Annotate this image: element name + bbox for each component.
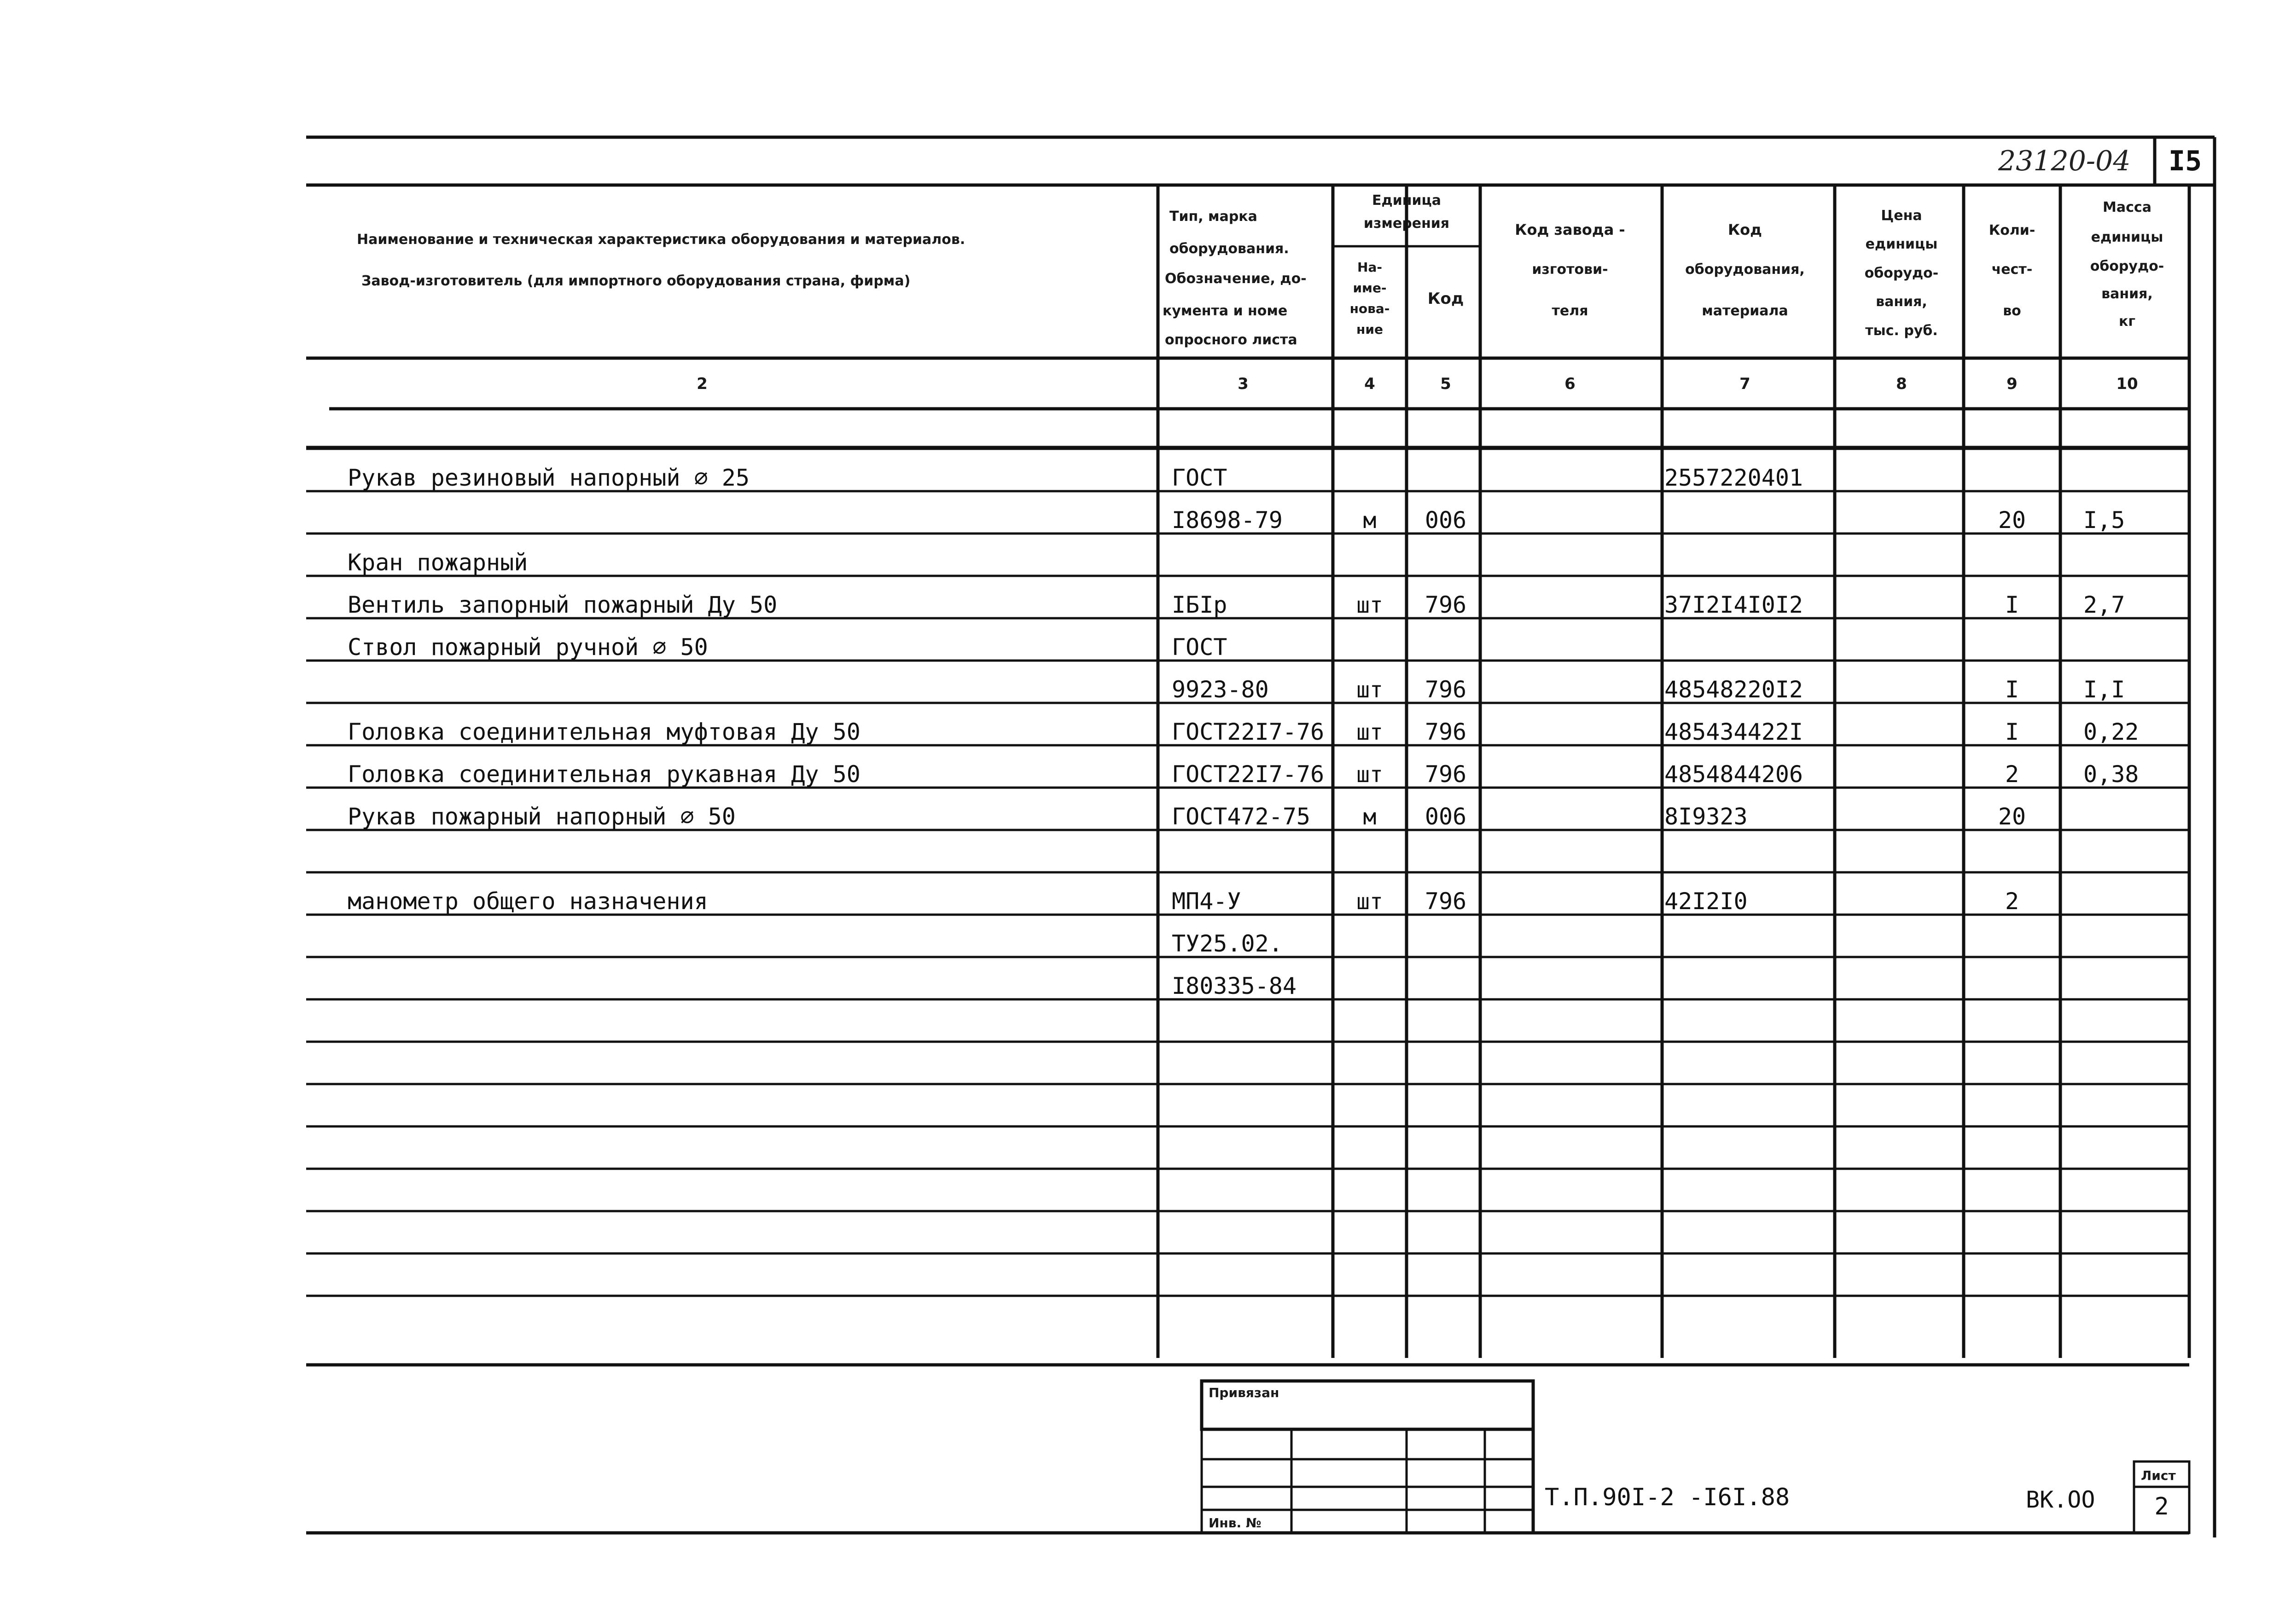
cell-code: 485434422I — [1664, 719, 1803, 745]
cell-code: 48548220I2 — [1664, 676, 1803, 703]
table-row — [348, 549, 528, 576]
table-row — [1172, 973, 1297, 999]
header-col4-line: нова- — [1349, 301, 1390, 316]
column-number: 8 — [1896, 375, 1907, 393]
column-number: 5 — [1440, 375, 1451, 393]
cell-mass: 0,38 — [2083, 761, 2139, 788]
cell-type: ГОСТ472-75 — [1172, 803, 1311, 830]
header-col6-line: изготови- — [1532, 261, 1608, 278]
table-row — [348, 592, 2125, 618]
cell-qty: 2 — [2005, 888, 2019, 915]
header-col3-line: опросного листа — [1165, 332, 1297, 348]
header-col8-line: тыс. руб. — [1865, 323, 1938, 339]
cell-qty: I — [2005, 676, 2019, 703]
header-col4-line: ние — [1356, 322, 1383, 337]
document-code: Т.П.90I-2 -I6I.88 — [1545, 1484, 1790, 1511]
cell-unit: шт — [1356, 889, 1383, 915]
cell-unit: шт — [1356, 592, 1383, 618]
stamp-inv: Инв. № — [1209, 1515, 1262, 1531]
cell-code: 37I2I4I0I2 — [1664, 592, 1803, 618]
cell-type: ГОСТ — [1172, 464, 1227, 491]
sheet-mark: ВК.ОО — [2026, 1486, 2095, 1513]
list-number: 2 — [2154, 1493, 2169, 1520]
column-number: 7 — [1739, 375, 1750, 393]
cell-unit: шт — [1356, 762, 1383, 788]
cell-name: Головка соединительная рукавная Ду 50 — [348, 761, 861, 788]
column-number: 10 — [2116, 375, 2138, 393]
column-number: 2 — [697, 375, 708, 393]
cell-type: 9923-80 — [1172, 676, 1269, 703]
table-row — [348, 719, 2139, 745]
header-col6-line: теля — [1552, 303, 1588, 319]
cell-qty: 2 — [2005, 761, 2019, 788]
cell-name: Рукав пожарный напорный ∅ 50 — [348, 803, 736, 830]
table-row — [348, 888, 2019, 915]
column-number-row — [697, 375, 2138, 393]
header-col9-line: во — [2003, 303, 2021, 319]
header-unit-group: Единица — [1372, 192, 1441, 209]
header-col5: Код — [1427, 290, 1464, 308]
header-col2-line2: Завод-изготовитель (для импортного оборудования страна, фирма) — [361, 273, 911, 289]
header-col4-line: На- — [1357, 260, 1382, 275]
cell-ucode: 796 — [1425, 676, 1467, 703]
cell-name: Кран пожарный — [348, 549, 528, 576]
table-row — [348, 761, 2139, 788]
header-col10-line: оборудо- — [2090, 258, 2164, 274]
cell-type: ГОСТ — [1172, 634, 1227, 661]
table-row — [1172, 676, 2125, 703]
cell-qty: I — [2005, 592, 2019, 618]
cell-mass: I,I — [2083, 676, 2125, 703]
stamp-privyazan: Привязан — [1209, 1385, 1279, 1400]
header-col7-line: материала — [1702, 303, 1788, 319]
header-col10-line: кг — [2118, 313, 2136, 330]
header-col2-line1: Наименование и техническая характеристика оборудования и материалов. — [357, 232, 965, 248]
cell-name: Рукав резиновый напорный ∅ 25 — [348, 464, 750, 491]
header-col4-line: име- — [1353, 280, 1387, 296]
sheet-code: 23120-04 — [1998, 145, 2131, 177]
cell-type: I80335-84 — [1172, 973, 1297, 999]
header-col7-line: оборудования, — [1685, 261, 1805, 278]
cell-type: ГОСТ22I7-76 — [1172, 719, 1325, 745]
header-col3 — [1163, 209, 1307, 348]
column-number: 4 — [1364, 375, 1375, 393]
column-number: 9 — [2006, 375, 2018, 393]
table-row — [1172, 930, 1283, 957]
header-col8-line: оборудо- — [1864, 265, 1939, 281]
cell-ucode: 006 — [1425, 803, 1467, 830]
header-col8-line: единицы — [1865, 236, 1938, 252]
cell-unit: м — [1363, 804, 1377, 830]
header-unit-group: измерения — [1363, 215, 1450, 232]
cell-ucode: 796 — [1425, 888, 1467, 915]
title-block — [306, 1365, 2189, 1533]
cell-name: Головка соединительная муфтовая Ду 50 — [348, 719, 861, 745]
cell-unit: шт — [1356, 677, 1383, 703]
cell-unit: шт — [1356, 719, 1383, 745]
header-col3-line: оборудования. — [1169, 241, 1289, 257]
cell-qty: I — [2005, 719, 2019, 745]
table-row — [1172, 507, 2125, 534]
cell-type: IБIр — [1172, 592, 1227, 618]
cell-ucode: 796 — [1425, 592, 1467, 618]
cell-ucode: 796 — [1425, 761, 1467, 788]
table-body — [348, 464, 2139, 999]
header-col9-line: Коли- — [1989, 222, 2035, 238]
table-row — [348, 803, 2026, 830]
cell-name: Ствол пожарный ручной ∅ 50 — [348, 634, 708, 661]
column-number: 3 — [1238, 375, 1249, 393]
cell-mass: I,5 — [2083, 507, 2125, 534]
cell-code: 42I2I0 — [1664, 888, 1748, 915]
list-label: Лист — [2141, 1468, 2176, 1483]
cell-ucode: 796 — [1425, 719, 1467, 745]
cell-type: I8698-79 — [1172, 507, 1283, 534]
header-col8-line: Цена — [1881, 208, 1922, 224]
cell-name: Вентиль запорный пожарный Ду 50 — [348, 592, 778, 618]
cell-type: ГОСТ22I7-76 — [1172, 761, 1325, 788]
column-number: 6 — [1564, 375, 1576, 393]
cell-code: 2557220401 — [1664, 464, 1803, 491]
cell-name: манометр общего назначения — [348, 888, 708, 915]
header-col10-line: единицы — [2091, 229, 2163, 245]
header-col3-line: кумента и номе — [1163, 303, 1288, 319]
table-row — [348, 634, 1227, 661]
header-col3-line: Тип, марка — [1169, 209, 1257, 225]
header-col7-line: Код — [1728, 221, 1762, 238]
cell-mass: 2,7 — [2083, 592, 2125, 618]
header-col10-line: вания, — [2101, 286, 2153, 302]
table-row — [348, 464, 1803, 491]
header-col10-line: Масса — [2103, 199, 2151, 215]
page-number: I5 — [2169, 145, 2202, 177]
cell-type: ТУ25.02. — [1172, 930, 1283, 957]
cell-code: 4854844206 — [1664, 761, 1803, 788]
cell-mass: 0,22 — [2083, 719, 2139, 745]
header-col8-line: вания, — [1876, 294, 1927, 310]
cell-qty: 20 — [1998, 803, 2026, 830]
cell-qty: 20 — [1998, 507, 2026, 534]
header-col6-line: Код завода - — [1515, 221, 1625, 238]
header-col9-line: чест- — [1991, 261, 2033, 278]
cell-code: 8I9323 — [1664, 803, 1748, 830]
cell-type: МП4-У — [1172, 888, 1241, 915]
header-col3-line: Обозначение, до- — [1165, 271, 1307, 287]
cell-unit: м — [1363, 508, 1377, 534]
cell-ucode: 006 — [1425, 507, 1467, 534]
